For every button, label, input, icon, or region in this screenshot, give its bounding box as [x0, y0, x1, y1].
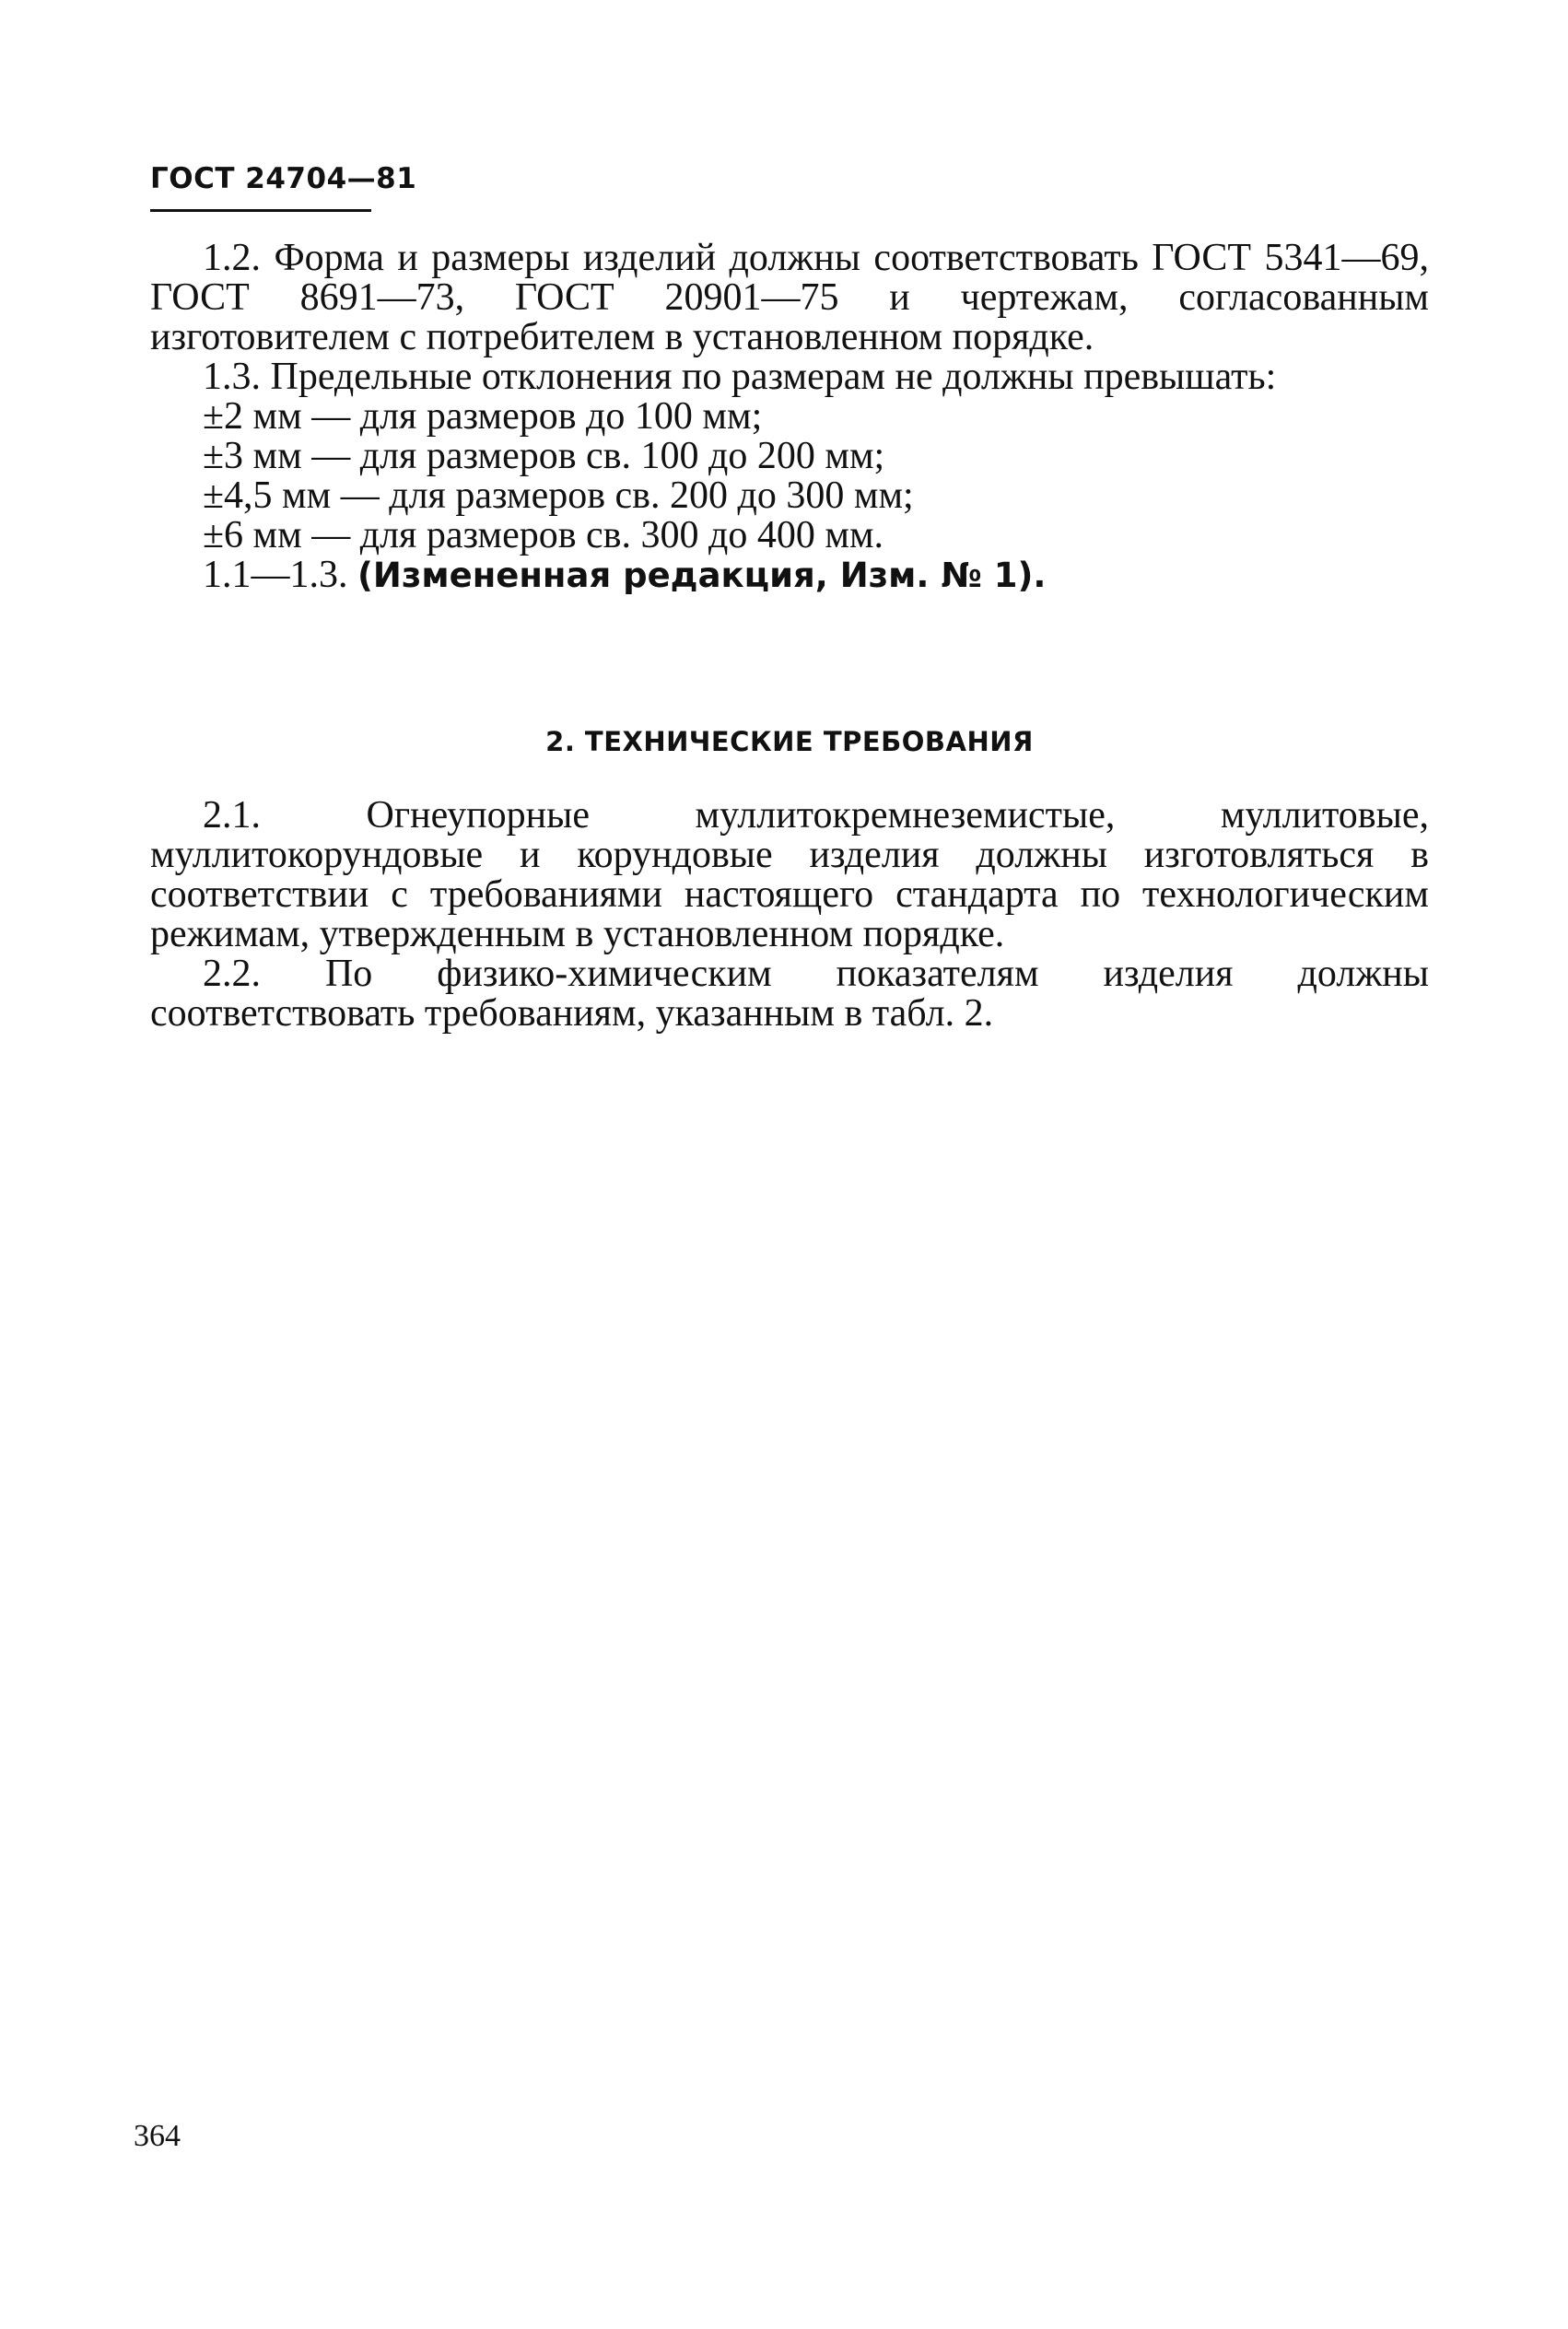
amendment-note-range: 1.1—1.3. [203, 554, 348, 596]
paragraph-2-2: 2.2. По физико-химическим показателям изделия должны соответствовать требованиям, указанным в табл. 2. [150, 953, 1429, 1035]
paragraph-1-2: 1.2. Форма и размеры изделий должны соответствовать ГОСТ 5341—69, ГОСТ 8691—73, ГОСТ 20901—75 и чертежам, согласованным изготовителем с потребителем в установленном порядке. [150, 237, 1429, 358]
tolerance-list [150, 397, 1429, 556]
tolerance-item: ±2 мм — для размеров до 100 мм; [203, 395, 763, 438]
paragraph-2-1: 2.1. Огнеупорные муллитокремнеземистые, муллитовые, муллитокорундовые и корундовые изделия должны изготовляться в соответствии с требованиями настоящего стандарта по технологическим режимам, утвержденным в установленном порядке. [150, 794, 1429, 955]
tolerance-item: ±3 мм — для размеров св. 100 до 200 мм; [203, 435, 885, 477]
document-header: ГОСТ 24704—81 [150, 162, 417, 195]
header-underline [150, 209, 371, 212]
tolerance-item: ±4,5 мм — для размеров св. 200 до 300 мм; [203, 474, 914, 517]
section-1-body [150, 239, 1429, 595]
amendment-note-text: (Измененная редакция, Изм. № 1). [357, 556, 1047, 595]
page-number: 364 [134, 2119, 181, 2153]
paragraph-1-3: 1.3. Предельные отклонения по размерам не должны превышать: [203, 356, 1277, 398]
amendment-note [150, 556, 1429, 595]
tolerance-item: ±6 мм — для размеров св. 300 до 400 мм. [203, 514, 884, 556]
section-2-heading: 2. ТЕХНИЧЕСКИЕ ТРЕБОВАНИЯ [545, 726, 1034, 757]
section-2-body [150, 796, 1429, 1034]
